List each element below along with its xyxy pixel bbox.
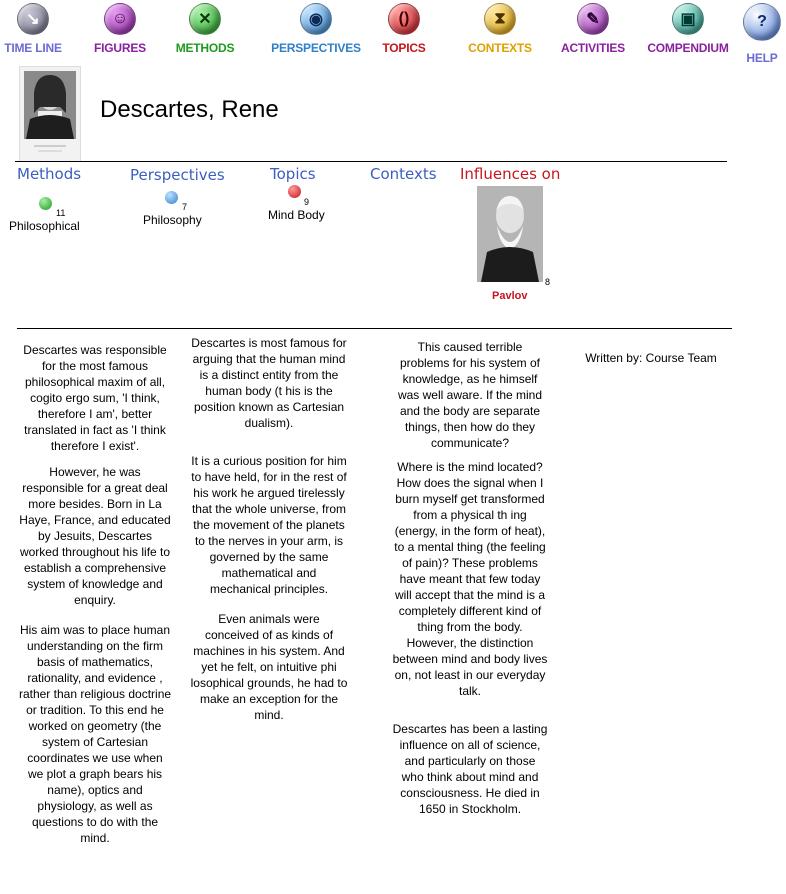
col3-paragraph-2: Where is the mind located? How does the signal when I burn myself get transformed from a physical th ing (energy, in the form of heat), to a mental thing (the feeling of pain)? These problems have meant that few today will accept that the mind is a completely different kind of thing from the body. However, the distinction between mind and body lives on, not least in our everyday talk.: [392, 460, 548, 698]
author-credit: Written by: Course Team: [585, 351, 717, 365]
nav-label-topics: TOPICS: [382, 41, 426, 55]
influence-link-label: Pavlov: [492, 290, 528, 302]
section-methods: Methods: [17, 165, 82, 183]
topics-count: 9: [304, 197, 310, 207]
perspectives-link-label: Philosophy: [143, 213, 202, 227]
nav-activities[interactable]: [560, 0, 626, 55]
col3-paragraph-3: Descartes has been a lasting influence on all of science, and particularly on those who think about mind and consciousness. He died in 1650 in Stockholm.: [392, 722, 548, 816]
nav-timeline[interactable]: [4, 0, 62, 55]
figures-icon: ☺: [104, 3, 136, 35]
methods-link-label: Philosophical: [9, 219, 80, 233]
col3-paragraph-1: This caused terrible problems for his system of knowledge, as he himself was well aware. If the mind and the body are separate things, then how do they communicate?: [397, 340, 543, 450]
nav-label-help: HELP: [746, 51, 778, 65]
nav-perspectives[interactable]: [271, 0, 361, 55]
perspectives-mini-icon: [165, 191, 178, 204]
nav-label-compendium: COMPENDIUM: [647, 41, 729, 55]
content-divider: [17, 328, 732, 329]
help-icon: ?: [743, 3, 781, 41]
contexts-icon: ⧗: [484, 3, 516, 35]
nav-topics[interactable]: [380, 0, 428, 55]
col2-paragraph-2: It is a curious position for him to have held, for in the rest of his work he argued tirelessly that the whole universe, from the movement of the planets to the nerves in your arm, is governed by the same mathematical and mechanical principles.: [191, 454, 347, 596]
header-divider: [15, 161, 727, 162]
pavlov-portrait: [477, 186, 543, 282]
nav-compendium[interactable]: [646, 0, 730, 55]
text-column-2: [190, 335, 348, 733]
methods-icon: ✕: [189, 3, 221, 35]
col1-paragraph-2: However, he was responsible for a great deal more besides. Born in La Haye, France, and educated by Jesuits, Descartes worked throughout his life to establish a comprehensive system of knowledge and enquiry.: [19, 465, 171, 607]
nav-label-contexts: CONTEXTS: [468, 41, 532, 55]
timeline-icon: ↘: [17, 3, 49, 35]
section-topics: Topics: [270, 165, 316, 183]
col2-paragraph-3: Even animals were conceived of as kinds of machines in his system. And yet he felt, on intuitive phi losophical grounds, he had to make an exception for the mind.: [190, 612, 348, 722]
perspectives-icon: ◉: [300, 3, 332, 35]
text-column-3: [392, 339, 548, 827]
nav-methods[interactable]: [175, 0, 235, 55]
section-perspectives: Perspectives: [130, 166, 225, 184]
col1-paragraph-3: His aim was to place human understanding on the firm basis of mathematics, rationality, and evidence , rather than religious doctrine or tradition. To this end he worked on geometry (the system of Cartesian coordinates we use when we plot a graph bears his name), optics and physiology, as well as questions to do with the mind.: [18, 623, 172, 845]
nav-contexts[interactable]: [467, 0, 533, 55]
descartes-portrait: [19, 66, 81, 162]
section-influences: Influences on: [460, 165, 561, 183]
nav-figures[interactable]: [91, 0, 149, 55]
text-column-1: [18, 342, 172, 856]
pavlov-image: [477, 186, 543, 282]
topics-mini-icon: [288, 185, 301, 198]
portrait-image: [20, 67, 80, 161]
topics-icon: (): [388, 3, 420, 35]
nav-label-activities: ACTIVITIES: [560, 41, 625, 55]
topics-link-label: Mind Body: [268, 208, 325, 222]
section-contexts: Contexts: [370, 165, 437, 183]
nav-label-perspectives: PERSPECTIVES: [271, 41, 361, 55]
perspectives-count: 7: [182, 202, 188, 212]
activities-icon: ✎: [577, 3, 609, 35]
nav-label-timeline: TIME LINE: [4, 41, 62, 55]
methods-count: 11: [56, 208, 66, 218]
nav-label-methods: METHODS: [175, 41, 235, 55]
nav-help[interactable]: [740, 0, 784, 65]
col1-paragraph-1: Descartes was responsible for the most famous philosophical maxim of all, cogito ergo sum, 'I think, therefore I am', better translated in fact as 'I think therefore I exist'.: [23, 343, 167, 453]
compendium-icon: ▣: [672, 3, 704, 35]
influence-count: 8: [545, 277, 551, 287]
page-title: Descartes, Rene: [100, 96, 279, 123]
methods-mini-icon: [39, 197, 52, 210]
col2-paragraph-1: Descartes is most famous for arguing that the human mind is a distinct entity from the human body (t his is the position known as Cartesian dualism).: [191, 336, 347, 430]
nav-label-figures: FIGURES: [94, 41, 146, 55]
